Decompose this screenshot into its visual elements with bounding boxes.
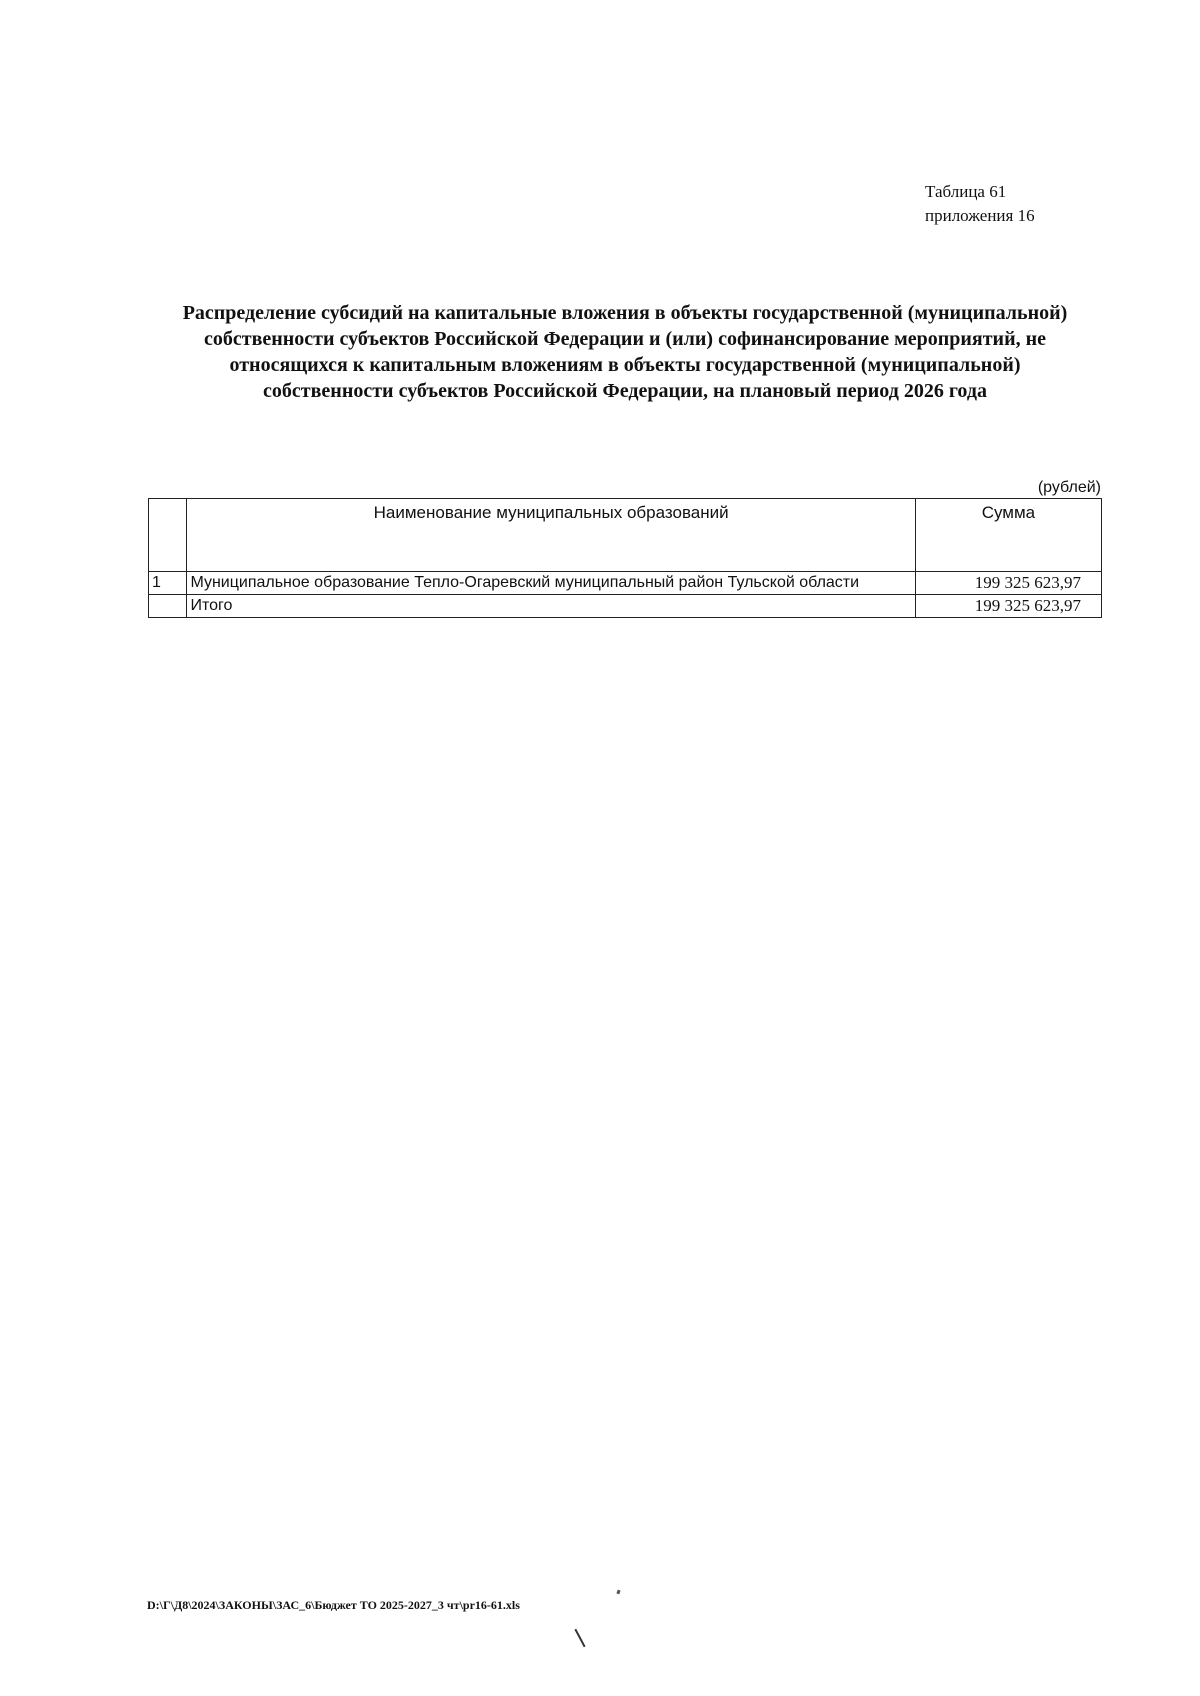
title-line-3: относящихся к капитальным вложениям в объекты государственной (муниципальной) bbox=[229, 354, 1021, 376]
table-header-row bbox=[149, 499, 1102, 572]
title-line-4: собственности субъектов Российской Федерации, на плановый период 2026 года bbox=[263, 380, 987, 402]
table-row bbox=[149, 572, 1102, 595]
total-label: Итого bbox=[187, 595, 915, 618]
header-name: Наименование муниципальных образований bbox=[187, 499, 915, 572]
scan-artifact-dot bbox=[616, 1590, 620, 1595]
file-path: D:\Г\Д8\2024\ЗАКОНЫ\ЗАС_6\Бюджет ТО 2025-2027_3 чт\pr16-61.xls bbox=[147, 1598, 520, 1612]
scan-artifact-mark bbox=[574, 1629, 585, 1648]
row-name: Муниципальное образование Тепло-Огаревский муниципальный район Тульской области bbox=[187, 572, 915, 595]
appendix-number: приложения 16 bbox=[925, 206, 1035, 225]
row-number: 1 bbox=[149, 572, 187, 595]
total-row bbox=[149, 595, 1102, 618]
title-line-1: Распределение субсидий на капитальные вложения в объекты государственной (муниципальной) bbox=[182, 302, 1068, 324]
table-number: Таблица 61 bbox=[925, 182, 1007, 201]
header-number bbox=[149, 499, 187, 572]
total-sum: 199 325 623,97 bbox=[915, 595, 1101, 618]
total-number bbox=[149, 595, 187, 618]
header-sum: Сумма bbox=[915, 499, 1101, 572]
row-sum: 199 325 623,97 bbox=[915, 572, 1101, 595]
units-label: (рублей) bbox=[1037, 479, 1101, 496]
title-line-2: собственности субъектов Российской Федерации и (или) софинансирование мероприятий, не bbox=[204, 328, 1046, 350]
document-title bbox=[150, 300, 1100, 404]
subsidy-table bbox=[148, 498, 1102, 618]
table-reference bbox=[925, 180, 1035, 228]
